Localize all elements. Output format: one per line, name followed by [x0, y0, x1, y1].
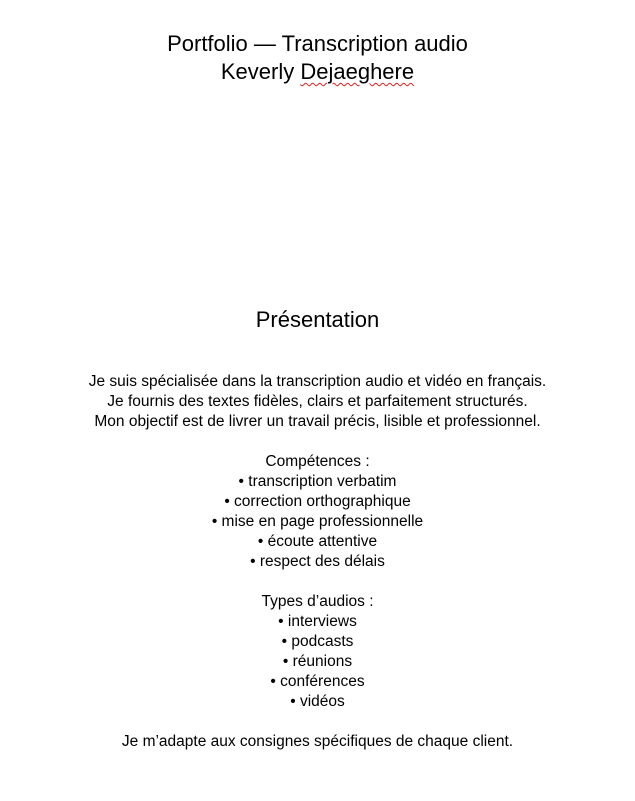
intro-line: Je suis spécialisée dans la transcription audio et vidéo en français.: [88, 373, 547, 390]
intro-line: Mon objectif est de livrer un travail précis, lisible et professionnel.: [94, 413, 541, 430]
skill-item: • respect des délais: [250, 553, 385, 570]
paragraph-gap: [0, 572, 635, 592]
author-first-name: Keverly: [220, 59, 295, 84]
author-name: [0, 58, 635, 86]
paragraph-gap: [0, 712, 635, 732]
author-last-name: Dejaeghere: [300, 59, 415, 84]
audio-type-item: • interviews: [278, 613, 357, 630]
audio-type-item: • podcasts: [281, 633, 354, 650]
skill-item: • correction orthographique: [224, 493, 411, 510]
closing-line: Je m’adapte aux consignes spécifiques de chaque client.: [121, 733, 514, 750]
audio-types-label: Types d’audios :: [261, 593, 374, 610]
skill-item: • écoute attentive: [257, 533, 378, 550]
presentation-body: [0, 372, 635, 752]
document-title: Portfolio — Transcription audio: [167, 31, 468, 56]
skills-label: Compétences :: [265, 453, 370, 470]
audio-type-item: • réunions: [282, 653, 353, 670]
document-header: [0, 30, 635, 86]
skill-item: • mise en page professionnelle: [211, 513, 424, 530]
skill-item: • transcription verbatim: [238, 473, 397, 490]
intro-line: Je fournis des textes fidèles, clairs et parfaitement structurés.: [107, 393, 528, 410]
section-heading-presentation: Présentation: [255, 307, 380, 332]
audio-type-item: • vidéos: [290, 693, 345, 710]
paragraph-gap: [0, 432, 635, 452]
audio-type-item: • conférences: [270, 673, 365, 690]
